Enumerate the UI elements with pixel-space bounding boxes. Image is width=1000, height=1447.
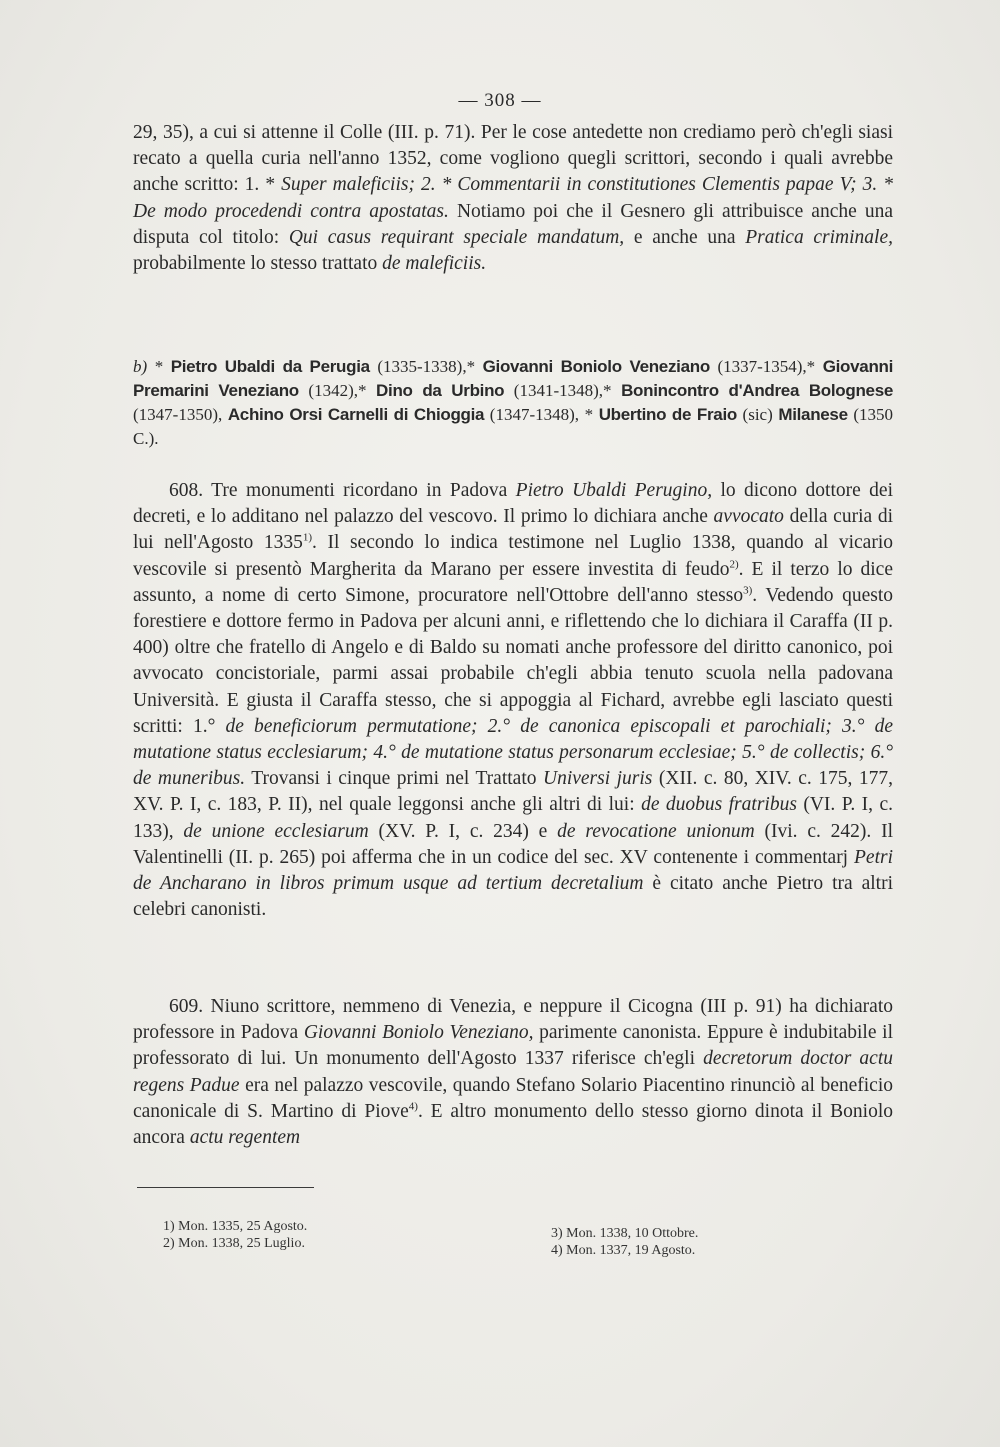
footnote-ref: 2) — [729, 558, 739, 571]
footnote: 1) Mon. 1335, 25 Agosto. — [163, 1219, 308, 1234]
footnotes-left — [163, 1218, 307, 1252]
footnote: 3) Mon. 1338, 10 Ottobre. — [551, 1226, 699, 1241]
footnote-ref: 4) — [408, 1100, 418, 1113]
paragraph-608: 608. Tre monumenti ricordano in Padova Pietro Ubaldi Perugino, lo dicono dottore dei decreti, e lo additano nel palazzo del vescovo. Il primo lo dichiara anche avvocato della curia di lui nell'Agosto 1335$^{1)}$. Il secondo lo indica testimone nel Luglio 1338, quando al vicario vescovile si presentò Margherita da Marano per essere investita di feudo$^{2)}$. E il terzo lo dice assunto, a nome di certo Simone, procuratore nell'Ottobre dell'anno stesso$^{3)}$. Vedendo questo forestiere e dottore fermo in Padova per alcuni anni, e riflettendo che lo dichiara il Caraffa (II p. 400) oltre che fratello di Angelo e di Baldo su nomati anche professore del diritto canonico, poi avvocato concistoriale, parmi assai probabile ch'egli abbia tenuto scuola nella padovana Università. E giusta il Caraffa stesso, che si appoggia al Fichard, avrebbe egli lasciato questi scritti: 1.° de beneficiorum permutatione; 2.° de canonica episcopali et parochiali; 3.° de mutatione status ecclesiarum; 4.° de mutatione status personarum ecclesiae; 5.° de collectis; 6.° de muneribus. Trovansi i cinque primi nel Trattato Universi juris (XII. c. 80, XIV. c. 175, 177, XV. P. I, c. 183, P. II), nel quale leggonsi anche gli altri di lui: de duobus fratribus (VI. P. I, c. 133), de unione ecclesiarum (XV. P. I, c. 234) e de revocatione unionum (Ivi. c. 242). Il Valentinelli (II. p. 265) poi afferma che in un codice del sec. XV contenente i commentarj Petri de Ancharano in libros primum usque ad tertium decretalium è citato anche Pietro tra altri celebri canonisti. — [133, 480, 893, 921]
paragraph-609: 609. Niuno scrittore, nemmeno di Venezia, e neppure il Cicogna (III p. 91) ha dichiarato professore in Padova Giovanni Boniolo Veneziano, parimente canonista. Eppure è indubitabile il professorato di lui. Un monumento dell'Agosto 1337 riferisce ch'egli decretorum doctor actu regens Padue era nel palazzo vescovile, quando Stefano Solario Piacentino rinunciò al beneficio canonicale di S. Martino di Piove$^{4)}$. E altro monumento dello stesso giorno dinota il Boniolo ancora actu regentem — [133, 996, 893, 1149]
page-number: — 308 — — [458, 90, 542, 111]
footnotes-right — [551, 1225, 698, 1259]
paragraph-continuation: 29, 35), a cui si attenne il Colle (III. p. 71). Per le cose antedette non crediamo però ch'egli siasi recato a quella curia nell'anno 1352, come vogliono quegli scrittori, secondo i quali avrebbe anche scritto: 1. * Super maleficiis; 2. * Commentarii in constitutiones Clementis papae V; 3. * De modo procedendi contra apostatas. Notiamo poi che il Gesnero gli attribuisce anche una disputa col titolo: Qui casus requirant speciale mandatum, e anche una Pratica criminale, probabilmente lo stesso trattato de maleficiis. — [133, 122, 894, 275]
paragraph-b-professor-list: b) * Pietro Ubaldi da Perugia (1335-1338),* Giovanni Boniolo Veneziano (1337-1354),* Giovanni Premarini Veneziano (1342),* Dino da Urbino (1341-1348),* Bonincontro d'Andrea Bolognese (1347-1350), Achino Orsi Carnelli di Chioggia (1347-1348), * Ubertino de Fraio (sic) Milanese (1350 C.). — [133, 357, 894, 448]
footnote-separator — [137, 1187, 314, 1188]
footnote-ref: 3) — [743, 584, 753, 597]
footnote: 2) Mon. 1338, 25 Luglio. — [163, 1236, 305, 1251]
footnote: 4) Mon. 1337, 19 Agosto. — [551, 1243, 696, 1258]
footnote-ref: 1) — [302, 531, 313, 544]
